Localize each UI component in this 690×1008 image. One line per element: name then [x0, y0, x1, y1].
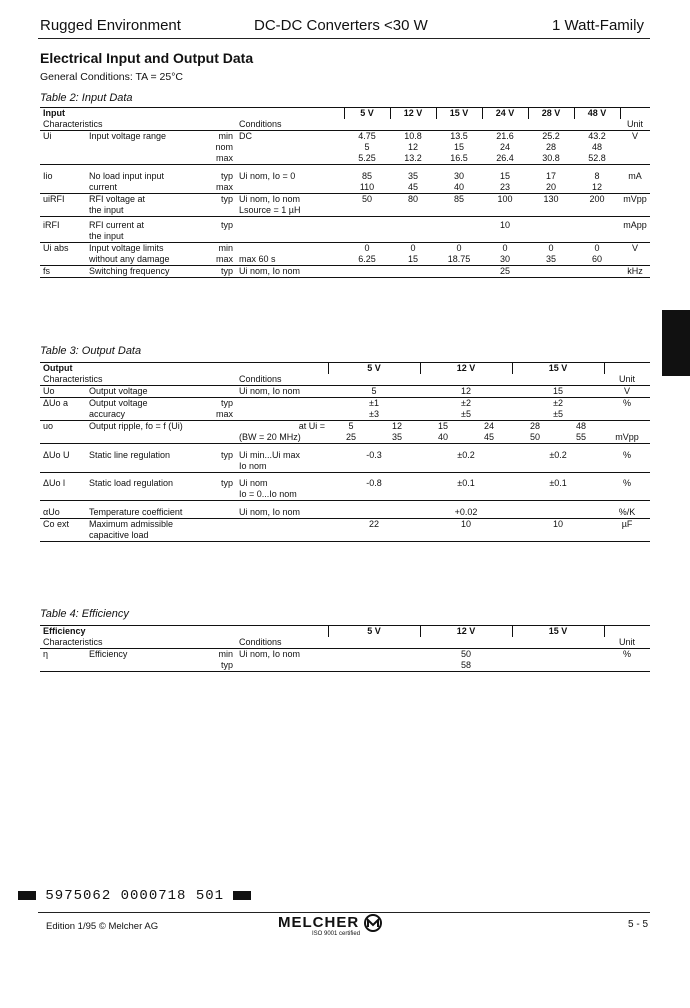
value-cell: 0	[456, 243, 462, 253]
table3-caption: Table 3: Output Data	[40, 345, 142, 357]
condition: Io nom	[239, 460, 267, 471]
value-cell: 4.75	[358, 131, 376, 141]
unit: mVpp	[615, 432, 639, 442]
unit: V	[631, 131, 638, 141]
value-cell: 43.2	[588, 131, 606, 141]
header-rule	[38, 38, 650, 39]
value-cell: ±0.2	[457, 449, 475, 460]
qualifier: max	[215, 254, 233, 264]
symbol: ΔUo U	[43, 449, 70, 460]
header-right: 1 Watt-Family	[552, 17, 644, 34]
logo-text: MELCHER	[278, 914, 360, 931]
value-cell: 18.75	[447, 254, 471, 264]
table4-unit-header: Unit	[619, 637, 636, 647]
table4-group: Efficiency	[43, 626, 86, 636]
footer-rule	[38, 912, 650, 913]
value-cell: 110	[359, 181, 375, 192]
symbol: fs	[43, 266, 51, 276]
table4-caption: Table 4: Efficiency	[40, 608, 129, 620]
symbol: uiRFI	[43, 193, 65, 204]
char-label: the input	[89, 204, 124, 215]
unit: mA	[628, 170, 642, 181]
char-label: current	[89, 181, 118, 192]
qualifier: min	[218, 243, 233, 253]
value-cell: 0	[502, 243, 508, 253]
value-cell: 30	[453, 170, 464, 181]
table4-cond-header: Conditions	[239, 637, 282, 647]
char-label: accuracy	[89, 409, 126, 419]
value-cell: +0.02	[454, 506, 478, 517]
table3-output-data	[40, 362, 650, 542]
char-label: Static load regulation	[89, 478, 174, 488]
unit: %	[623, 449, 632, 460]
value-cell: 17	[545, 170, 556, 181]
volt-header: 5 V	[344, 108, 390, 120]
value-cell: 58	[461, 660, 472, 670]
value-cell: 24	[484, 421, 495, 431]
value-cell: 16.5	[450, 153, 468, 163]
value-cell: 15	[438, 421, 449, 431]
table4-char-header: Characteristics	[43, 637, 103, 647]
value-cell: 0	[594, 243, 600, 253]
unit: kHz	[627, 266, 643, 276]
value-cell: 60	[591, 254, 602, 264]
table3-unit-header: Unit	[619, 374, 636, 384]
value-cell: ±2	[553, 398, 564, 408]
table2-group: Input	[43, 108, 65, 118]
value-cell: -0.3	[366, 449, 382, 460]
value-cell: 12	[392, 421, 403, 431]
condition: Io = 0...Io nom	[239, 489, 297, 499]
char-label: Efficiency	[89, 649, 128, 659]
table2-unit-header: Unit	[626, 119, 643, 129]
condition: at Ui =	[298, 421, 325, 431]
barcode-text: 5975062 0000718 501	[45, 888, 225, 904]
value-cell: 25	[345, 432, 356, 442]
value-cell: 35	[545, 254, 556, 264]
page-title: Electrical Input and Output Data	[40, 50, 254, 66]
condition: Ui min...Ui max	[239, 449, 301, 460]
char-label: capacitive load	[89, 529, 149, 540]
value-cell: 5.25	[358, 153, 376, 163]
barcode-line	[18, 888, 251, 904]
table2-input-data	[40, 107, 650, 278]
char-label: Output ripple, fo = f (Ui)	[89, 421, 183, 431]
value-cell: 10	[499, 220, 510, 230]
volt-header: 12 V	[390, 108, 436, 120]
iso-note: ISO 9001 certified	[312, 931, 361, 937]
condition: max 60 s	[239, 254, 276, 264]
page-number: 5 - 5	[628, 919, 649, 930]
condition: Ui nom	[239, 478, 268, 488]
value-cell: 52.8	[588, 153, 606, 163]
condition: Ui nom, Io nom	[239, 193, 301, 204]
char-label: RFI current at	[89, 220, 145, 230]
table2-char-header: Characteristics	[43, 119, 103, 129]
value-cell: 40	[453, 181, 464, 192]
char-label: Maximum admissible	[89, 518, 174, 529]
volt-header: 15 V	[512, 626, 604, 638]
header-mid: DC-DC Converters <30 W	[254, 17, 428, 34]
edition: Edition 1/95 © Melcher AG	[46, 921, 159, 932]
value-cell: 13.2	[404, 153, 422, 163]
volt-header: 12 V	[420, 363, 512, 375]
barcode-block-icon	[233, 891, 251, 900]
volt-header: 28 V	[528, 108, 574, 120]
value-cell: 12	[407, 142, 418, 152]
char-label: Input voltage range	[89, 131, 167, 141]
value-cell: 28	[545, 142, 556, 152]
value-cell: 15	[553, 386, 564, 396]
value-cell: 5	[371, 386, 377, 396]
table3-group: Output	[43, 363, 73, 373]
value-cell: 130	[543, 193, 559, 204]
value-cell: 5	[348, 421, 354, 431]
value-cell: 15	[453, 142, 464, 152]
char-label: without any damage	[89, 254, 170, 264]
value-cell: 13.5	[450, 131, 468, 141]
value-cell: 25.2	[542, 131, 560, 141]
char-label: Temperature coefficient	[89, 506, 183, 517]
qualifier: typ	[220, 449, 233, 460]
value-cell: 45	[407, 181, 418, 192]
qualifier: max	[215, 153, 233, 163]
value-cell: ±3	[369, 409, 379, 419]
value-cell: 48	[591, 142, 602, 152]
value-cell: -0.8	[366, 478, 382, 488]
value-cell: 8	[594, 170, 600, 181]
volt-header: 12 V	[420, 626, 512, 638]
value-cell: 30.8	[542, 153, 560, 163]
value-cell: 5	[364, 142, 370, 152]
value-cell: 100	[497, 193, 513, 204]
value-cell: 35	[407, 170, 418, 181]
value-cell: 40	[438, 432, 449, 442]
condition: Lsource = 1 µH	[239, 204, 301, 215]
value-cell: 85	[361, 170, 372, 181]
value-cell: 50	[461, 649, 472, 659]
unit: V	[631, 243, 638, 253]
unit: %	[623, 649, 632, 659]
symbol: Ui abs	[43, 243, 69, 253]
value-cell: 35	[392, 432, 403, 442]
value-cell: ±0.1	[457, 478, 475, 488]
qualifier: typ	[220, 398, 233, 408]
value-cell: ±5	[461, 409, 471, 419]
volt-header: 5 V	[328, 363, 420, 375]
char-label: Output voltage	[89, 398, 148, 408]
value-cell: 22	[369, 518, 380, 529]
value-cell: ±0.1	[549, 478, 567, 488]
symbol: Uo	[43, 386, 55, 396]
symbol: αUo	[43, 506, 60, 517]
value-cell: 50	[361, 193, 372, 204]
volt-header: 15 V	[436, 108, 482, 120]
char-label: Switching frequency	[89, 266, 170, 276]
qualifier: max	[215, 409, 233, 419]
value-cell: 55	[576, 432, 587, 442]
condition: Ui nom, Io nom	[239, 266, 301, 276]
general-conditions: General Conditions: TA = 25°C	[40, 71, 184, 83]
condition: (BW = 20 MHz)	[239, 432, 301, 442]
condition: Ui nom, Io = 0	[239, 170, 296, 181]
qualifier: typ	[220, 193, 233, 204]
volt-header: 48 V	[574, 108, 620, 120]
char-label: Input voltage limits	[89, 243, 164, 253]
qualifier: typ	[220, 220, 233, 230]
char-label: No load input input	[89, 170, 165, 181]
value-cell: 80	[407, 193, 418, 204]
condition: Ui nom, Io nom	[239, 649, 301, 659]
unit: %	[623, 478, 632, 488]
melcher-logo	[278, 914, 382, 932]
value-cell: ±5	[553, 409, 564, 419]
symbol: Iio	[43, 170, 53, 181]
value-cell: 30	[499, 254, 510, 264]
value-cell: ±0.2	[549, 449, 567, 460]
value-cell: 10	[461, 518, 472, 529]
value-cell: 85	[453, 193, 464, 204]
char-label: Static line regulation	[89, 449, 171, 460]
value-cell: 23	[499, 181, 510, 192]
melcher-logo-icon	[364, 914, 382, 932]
value-cell: 24	[499, 142, 510, 152]
qualifier: nom	[215, 142, 233, 152]
value-cell: ±1	[369, 398, 379, 408]
value-cell: 0	[410, 243, 416, 253]
value-cell: 0	[364, 243, 370, 253]
section-tab	[662, 310, 690, 376]
value-cell: 200	[589, 193, 605, 204]
symbol: iRFI	[43, 220, 60, 230]
qualifier: typ	[220, 478, 233, 488]
value-cell: 15	[407, 254, 418, 264]
value-cell: 45	[484, 432, 495, 442]
volt-header: 24 V	[482, 108, 528, 120]
unit: V	[624, 386, 631, 396]
value-cell: 26.4	[496, 153, 514, 163]
unit: mApp	[623, 220, 647, 230]
value-cell: 21.6	[496, 131, 514, 141]
value-cell: 10.8	[404, 131, 422, 141]
barcode-block-icon	[18, 891, 36, 900]
qualifier: min	[218, 649, 233, 659]
value-cell: 25	[499, 266, 510, 276]
table2-caption: Table 2: Input Data	[40, 92, 133, 104]
qualifier: max	[215, 181, 233, 192]
char-label: the input	[89, 231, 124, 241]
value-cell: 50	[530, 432, 541, 442]
char-label: RFI voltage at	[89, 193, 146, 204]
value-cell: 28	[530, 421, 541, 431]
volt-header: 15 V	[512, 363, 604, 375]
table2-cond-header: Conditions	[239, 119, 282, 129]
qualifier: typ	[220, 170, 233, 181]
value-cell: 20	[545, 181, 556, 192]
value-cell: 15	[499, 170, 510, 181]
value-cell: 12	[461, 386, 472, 396]
qualifier: typ	[220, 266, 233, 276]
volt-header: 5 V	[328, 626, 420, 638]
header-left: Rugged Environment	[40, 17, 181, 34]
symbol: ΔUo l	[43, 478, 66, 488]
unit: %/K	[618, 506, 636, 517]
table3-char-header: Characteristics	[43, 374, 103, 384]
symbol: η	[43, 649, 49, 659]
unit: µF	[621, 518, 633, 529]
condition: Ui nom, Io nom	[239, 506, 301, 517]
unit: mVpp	[623, 193, 647, 204]
table3-cond-header: Conditions	[239, 374, 282, 384]
symbol: Ui	[43, 131, 52, 141]
qualifier: min	[218, 131, 233, 141]
char-label: Output voltage	[89, 386, 148, 396]
condition: DC	[239, 131, 252, 141]
condition: Ui nom, Io nom	[239, 386, 301, 396]
value-cell: 0	[548, 243, 554, 253]
qualifier: typ	[220, 660, 233, 670]
symbol: ΔUo a	[43, 398, 69, 408]
value-cell: 6.25	[358, 254, 376, 264]
value-cell: ±2	[461, 398, 471, 408]
value-cell: 48	[576, 421, 587, 431]
symbol: uo	[43, 421, 54, 431]
table4-efficiency	[40, 625, 650, 672]
value-cell: 10	[553, 518, 564, 529]
value-cell: 12	[591, 181, 602, 192]
unit: %	[623, 398, 632, 408]
symbol: Co ext	[43, 518, 70, 529]
